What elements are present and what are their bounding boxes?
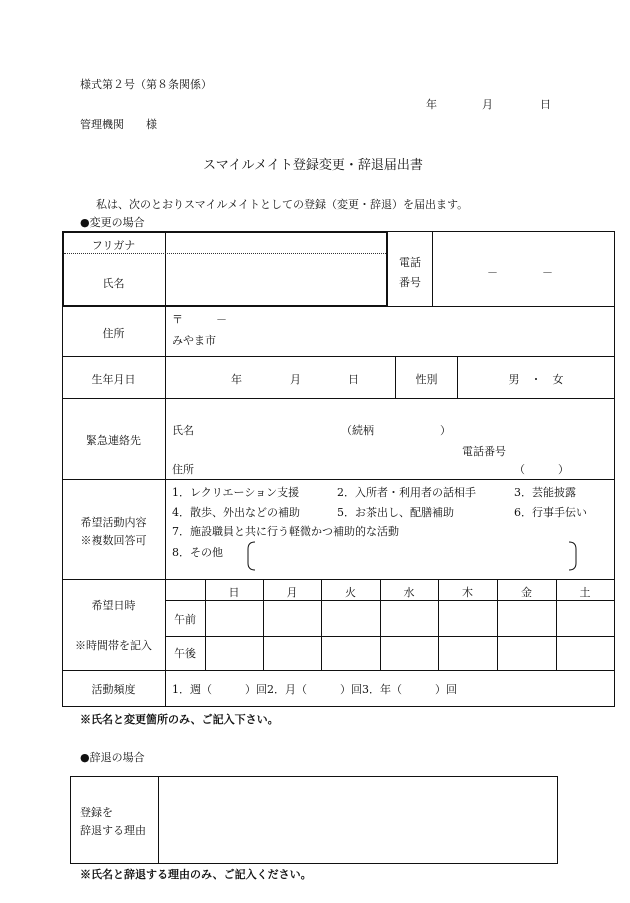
birth-month-label: 月	[290, 373, 301, 386]
activity-label: 希望活動内容	[80, 516, 147, 529]
gender-options[interactable]: 男 ・ 女	[508, 373, 564, 386]
change-section-heading: ●変更の場合	[80, 216, 145, 229]
postal-code: 〒 －	[172, 313, 227, 326]
weekday-fri: 金	[521, 586, 532, 599]
am-label: 午前	[174, 613, 196, 626]
phone-separator: － －	[487, 266, 553, 279]
activity-option-1[interactable]: 1．レクリエーション支援	[172, 486, 300, 499]
activity-option-8[interactable]: 8．その他	[172, 546, 223, 559]
addressee: 管理機関 様	[80, 118, 157, 131]
activity-option-4[interactable]: 4．散歩、外出などの補助	[172, 506, 300, 519]
intro-text: 私は、次のとおりスマイルメイトとしての登録（変更・辞退）を届出ます。	[96, 198, 469, 211]
activity-note: ※複数回答可	[80, 534, 147, 547]
emergency-phone-label: 電話番号	[462, 445, 506, 458]
address-label: 住所	[102, 327, 125, 340]
date-year-label: 年	[426, 98, 437, 111]
name-label: 氏名	[102, 277, 125, 290]
weekday-thu: 木	[462, 586, 473, 599]
activity-option-6[interactable]: 6．行事手伝い	[514, 506, 587, 519]
weekday-mon: 月	[286, 586, 298, 599]
withdraw-section-heading: ●辞退の場合	[80, 751, 145, 764]
reason-input[interactable]	[160, 778, 555, 862]
date-day-label: 日	[540, 98, 551, 111]
emergency-label: 緊急連絡先	[86, 434, 141, 447]
gender-label: 性別	[415, 373, 438, 386]
form-number: 様式第２号（第８条関係）	[80, 78, 212, 91]
emergency-phone-paren: （ ）	[514, 463, 569, 476]
weekday-tue: 火	[345, 586, 356, 599]
schedule-note: ※時間帯を記入	[75, 639, 152, 652]
birth-year-label: 年	[231, 373, 242, 386]
frequency-label: 活動頻度	[91, 683, 136, 696]
other-activity-bracket[interactable]	[247, 541, 577, 571]
activity-option-7[interactable]: 7．施設職員と共に行う軽微かつ補助的な活動	[172, 525, 399, 538]
change-note: ※氏名と変更箇所のみ、ご記入下さい。	[80, 713, 279, 726]
phone-label-1: 電話	[399, 256, 421, 269]
emergency-address-label: 住所	[172, 463, 194, 476]
frequency-options[interactable]: 1．週（ ）回2．月（ ）回3．年（ ）回	[172, 683, 457, 696]
reason-label-2: 辞退する理由	[80, 824, 146, 837]
date-month-label: 月	[482, 98, 493, 111]
emergency-relation: （続柄 ）	[341, 424, 451, 437]
phone-label-2: 番号	[399, 276, 421, 289]
birthdate-label: 生年月日	[91, 373, 136, 386]
activity-option-2[interactable]: 2．入所者・利用者の話相手	[337, 486, 476, 499]
furigana-input[interactable]	[167, 233, 385, 251]
birth-day-label: 日	[348, 373, 359, 386]
schedule-label: 希望日時	[91, 599, 136, 612]
address-city: みやま市	[172, 334, 216, 347]
weekday-sat: 土	[579, 586, 591, 599]
pm-label: 午後	[174, 647, 196, 660]
phone-input[interactable]	[434, 233, 612, 305]
withdraw-note: ※氏名と辞退する理由のみ、ご記入ください。	[80, 868, 312, 881]
emergency-name-label: 氏名	[172, 424, 194, 437]
reason-label-1: 登録を	[80, 806, 113, 819]
name-input[interactable]	[167, 256, 385, 304]
page-title: スマイルメイト登録変更・辞退届出書	[203, 158, 423, 173]
weekday-wed: 水	[403, 586, 415, 599]
activity-option-3[interactable]: 3．芸能披露	[514, 486, 576, 499]
activity-option-5[interactable]: 5．お茶出し、配膳補助	[337, 506, 454, 519]
weekday-sun: 日	[228, 586, 240, 599]
furigana-label: フリガナ	[91, 239, 136, 252]
